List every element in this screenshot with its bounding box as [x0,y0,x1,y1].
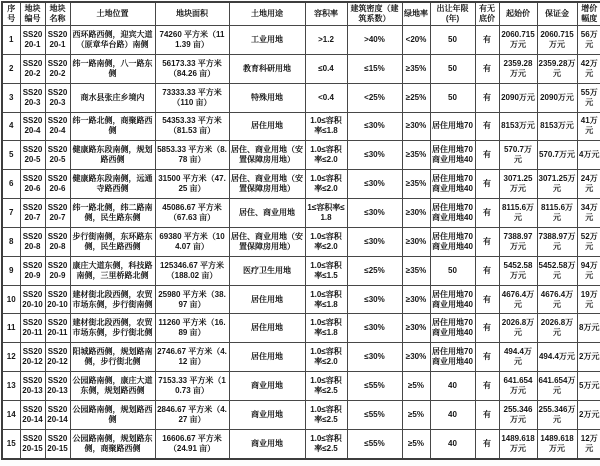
cell-tenure-years: 居住用地70 商业用地40 [430,343,475,372]
col-header-deposit: 保证金 [537,2,577,26]
cell-deposit: 3071.25万元 [537,170,577,199]
cell-plot-ratio: 1.0≤容积率≤2.5 [305,372,347,401]
cell-increment: 94万元 [577,256,600,285]
col-header-land-use: 土地用途 [229,2,305,26]
cell-start-price: 2090万元 [499,83,537,112]
cell-parcel-no: SS2020-1 [20,26,45,55]
table-row [2,227,600,256]
cell-building-density: ≤25% [347,256,402,285]
cell-floor-price: 有 [475,54,499,83]
cell-area: 69380 平方米（104.07 亩） [155,227,229,256]
cell-increment: 56万元 [577,26,600,55]
cell-parcel-name: SS2020-13 [45,372,70,401]
cell-plot-ratio: >1.2 [305,26,347,55]
cell-floor-price: 有 [475,170,499,199]
cell-parcel-no: SS2020-12 [20,343,45,372]
cell-parcel-name: SS2020-5 [45,141,70,170]
cell-location: 健康路东段南侧，远通寺路西侧 [70,170,155,199]
cell-tenure-years: 50 [430,26,475,55]
table-row [2,112,600,141]
table-row [2,429,600,459]
cell-increment: 2万元 [577,400,600,429]
cell-location: 纬一路南侧，八一路东侧 [70,54,155,83]
cell-increment: 34万元 [577,199,600,228]
cell-floor-price: 有 [475,400,499,429]
cell-land-use: 居住用地 [229,285,305,314]
cell-increment: 2万元 [577,343,600,372]
cell-plot-ratio: 1.0≤容积率≤2.0 [305,343,347,372]
cell-seq: 15 [2,429,20,459]
cell-plot-ratio: 1.0≤容积率≤2.0 [305,227,347,256]
cell-plot-ratio: 1.0≤容积率≤2.0 [305,141,347,170]
cell-start-price: 2060.715万元 [499,26,537,55]
cell-start-price: 1489.618万元 [499,429,537,459]
cell-land-use: 医疗卫生用地 [229,256,305,285]
cell-tenure-years: 50 [430,256,475,285]
cell-location: 西环路西侧，迎宾大道（原章华台路）南侧 [70,26,155,55]
cell-parcel-name: SS2020-2 [45,54,70,83]
cell-start-price: 8153万元 [499,112,537,141]
cell-parcel-name: SS2020-11 [45,314,70,343]
col-header-tenure-years: 出让年限(年) [430,2,475,26]
cell-location: 公园路南侧，规划路西侧 [70,400,155,429]
cell-increment: 8万元 [577,314,600,343]
cell-green-rate: ≥30% [402,112,430,141]
cell-location: 健康路东段南侧，规划路西侧 [70,141,155,170]
cell-area: 74260 平方米（111.39 亩） [155,26,229,55]
cell-floor-price: 有 [475,112,499,141]
table-row [2,141,600,170]
cell-green-rate: ≥30% [402,199,430,228]
cell-seq: 6 [2,170,20,199]
cell-building-density: >40% [347,26,402,55]
cell-deposit: 255.346万元 [537,400,577,429]
cell-start-price: 255.346万元 [499,400,537,429]
cell-area: 25980 平方米（38.97 亩） [155,285,229,314]
cell-building-density: ≤30% [347,314,402,343]
cell-land-use: 商业用地 [229,400,305,429]
cell-location: 公园路南侧，规划路东侧，商聚路西侧 [70,429,155,459]
cell-start-price: 641.654万元 [499,372,537,401]
cell-deposit: 494.4万元 [537,343,577,372]
cell-floor-price: 有 [475,429,499,459]
cell-building-density: <25% [347,83,402,112]
cell-seq: 4 [2,112,20,141]
cell-parcel-no: SS2020-15 [20,429,45,459]
cell-tenure-years: 居住用地70 商业用地40 [430,314,475,343]
cell-parcel-name: SS2020-1 [45,26,70,55]
cell-start-price: 570.7万元 [499,141,537,170]
col-header-parcel-no: 地块编号 [20,2,45,26]
cell-land-use: 居住、商业用地（安置保障房用地） [229,170,305,199]
header-row [2,2,600,26]
cell-increment: 19万元 [577,285,600,314]
cell-floor-price: 有 [475,199,499,228]
table-row [2,400,600,429]
table-row [2,83,600,112]
cell-start-price: 4676.4万元 [499,285,537,314]
cell-area: 31500 平方米（47.25 亩） [155,170,229,199]
cell-seq: 3 [2,83,20,112]
cell-land-use: 工业用地 [229,26,305,55]
cell-area: 5853.33 平方米（8.78 亩） [155,141,229,170]
table-row [2,54,600,83]
cell-land-use: 居住用地 [229,343,305,372]
cell-increment: 24万元 [577,170,600,199]
cell-tenure-years: 居住用地70 商业用地40 [430,141,475,170]
cell-parcel-no: SS2020-8 [20,227,45,256]
cell-parcel-no: SS2020-11 [20,314,45,343]
cell-location: 公园路南侧，康庄大道东侧，规划路西侧 [70,372,155,401]
cell-increment: 5万元 [577,372,600,401]
cell-land-use: 特殊用地 [229,83,305,112]
cell-increment: 52万元 [577,227,600,256]
cell-area: 54353.33 平方米（81.53 亩） [155,112,229,141]
cell-floor-price: 有 [475,372,499,401]
cell-parcel-no: SS2020-5 [20,141,45,170]
cell-green-rate: ≥30% [402,314,430,343]
col-header-location: 土地位置 [70,2,155,26]
cell-green-rate: ≥35% [402,256,430,285]
cell-plot-ratio: ≤0.4 [305,54,347,83]
cell-start-price: 494.4万元 [499,343,537,372]
cell-tenure-years: 居住用地70 商业用地40 [430,285,475,314]
cell-start-price: 3071.25万元 [499,170,537,199]
cell-land-use: 居住、商业用地（安置保障房用地） [229,227,305,256]
cell-deposit: 2026.8万元 [537,314,577,343]
cell-area: 11260 平方米（16.89 亩） [155,314,229,343]
cell-floor-price: 有 [475,343,499,372]
cell-plot-ratio: 1.0≤容积率≤1.5 [305,256,347,285]
cell-seq: 11 [2,314,20,343]
cell-deposit: 8153万元 [537,112,577,141]
cell-area: 2746.67 平方米（4.12 亩） [155,343,229,372]
cell-green-rate: ≥35% [402,54,430,83]
cell-area: 45086.67 平方米（67.63 亩） [155,199,229,228]
cell-location: 步行街南侧，东环路东侧，民生路西侧 [70,227,155,256]
cell-location: 商水县张庄乡境内 [70,83,155,112]
cell-green-rate: <20% [402,26,430,55]
cell-start-price: 5452.58万元 [499,256,537,285]
cell-parcel-no: SS2020-4 [20,112,45,141]
cell-building-density: ≤30% [347,170,402,199]
cell-building-density: ≤15% [347,54,402,83]
table-row [2,285,600,314]
cell-increment: 42万元 [577,54,600,83]
cell-start-price: 8115.6万元 [499,199,537,228]
cell-parcel-no: SS2020-10 [20,285,45,314]
cell-area: 2846.67 平方米（4.27 亩） [155,400,229,429]
cell-start-price: 2026.8万元 [499,314,537,343]
cell-seq: 12 [2,343,20,372]
cell-plot-ratio: 1.0≤容积率≤1.8 [305,314,347,343]
cell-deposit: 2359.28万元 [537,54,577,83]
cell-increment: 55万元 [577,83,600,112]
cell-land-use: 教育科研用地 [229,54,305,83]
cell-parcel-no: SS2020-13 [20,372,45,401]
cell-area: 125346.67 平方米（188.02 亩） [155,256,229,285]
cell-parcel-no: SS2020-14 [20,400,45,429]
cell-seq: 7 [2,199,20,228]
table-row [2,26,600,55]
cell-plot-ratio: 1.0≤容积率≤2.0 [305,170,347,199]
cell-deposit: 570.7万元 [537,141,577,170]
table-row [2,199,600,228]
cell-floor-price: 有 [475,285,499,314]
col-header-plot-ratio: 容积率 [305,2,347,26]
cell-parcel-name: SS2020-14 [45,400,70,429]
cell-parcel-name: SS2020-8 [45,227,70,256]
cell-parcel-name: SS2020-9 [45,256,70,285]
cell-seq: 10 [2,285,20,314]
cell-green-rate: ≥30% [402,343,430,372]
cell-plot-ratio: 1.0≤容积率≤1.8 [305,285,347,314]
table-row [2,170,600,199]
cell-parcel-name: SS2020-6 [45,170,70,199]
cell-location: 建材街北段西侧，农贸市场东侧，步行街北侧 [70,314,155,343]
cell-deposit: 7388.97万元 [537,227,577,256]
cell-seq: 2 [2,54,20,83]
cell-building-density: ≤55% [347,372,402,401]
cell-seq: 13 [2,372,20,401]
col-header-parcel-name: 地块名称 [45,2,70,26]
cell-start-price: 2359.28万元 [499,54,537,83]
cell-building-density: ≤55% [347,429,402,459]
col-header-floor-price: 有无底价 [475,2,499,26]
cell-parcel-name: SS2020-15 [45,429,70,459]
cell-tenure-years: 居住用地70 商业用地40 [430,170,475,199]
table-body [2,26,600,460]
cell-deposit: 2060.715万元 [537,26,577,55]
table-row [2,372,600,401]
cell-plot-ratio: 1.0≤容积率≤1.8 [305,112,347,141]
cell-tenure-years: 50 [430,83,475,112]
cell-seq: 8 [2,227,20,256]
cell-location: 康庄大道东侧，科技路南侧，三里桥路北侧 [70,256,155,285]
cell-parcel-no: SS2020-9 [20,256,45,285]
cell-increment: 12万元 [577,429,600,459]
cell-deposit: 1489.618万元 [537,429,577,459]
table-row [2,256,600,285]
cell-area: 56173.33 平方米（84.26 亩） [155,54,229,83]
table-row [2,343,600,372]
cell-plot-ratio: 1.0≤容积率≤2.5 [305,429,347,459]
cell-green-rate: ≥5% [402,400,430,429]
cell-floor-price: 有 [475,26,499,55]
cell-building-density: ≤30% [347,227,402,256]
cell-plot-ratio: <0.4 [305,83,347,112]
cell-start-price: 7388.97万元 [499,227,537,256]
col-header-green-rate: 绿地率 [402,2,430,26]
cell-deposit: 8115.6万元 [537,199,577,228]
cell-location: 阳城路西侧，规划路南侧，步行街北侧 [70,343,155,372]
col-header-building-density: 建筑密度（建筑系数） [347,2,402,26]
cell-building-density: ≤55% [347,400,402,429]
cell-seq: 5 [2,141,20,170]
cell-increment: 4万元 [577,141,600,170]
col-header-area: 地块面积 [155,2,229,26]
cell-green-rate: ≥35% [402,170,430,199]
cell-tenure-years: 居住用地70 商业用地40 [430,199,475,228]
cell-tenure-years: 40 [430,400,475,429]
cell-parcel-no: SS2020-2 [20,54,45,83]
cell-seq: 9 [2,256,20,285]
land-parcel-table [1,1,600,460]
col-header-increment: 增价幅度 [577,2,600,26]
cell-tenure-years: 50 [430,54,475,83]
cell-building-density: ≤30% [347,112,402,141]
cell-building-density: ≤30% [347,199,402,228]
cell-parcel-name: SS2020-4 [45,112,70,141]
cell-parcel-name: SS2020-12 [45,343,70,372]
cell-seq: 14 [2,400,20,429]
cell-plot-ratio: 1≤容积率≤1.8 [305,199,347,228]
cell-land-use: 居住用地 [229,314,305,343]
cell-floor-price: 有 [475,256,499,285]
cell-parcel-no: SS2020-7 [20,199,45,228]
cell-location: 纬一路北侧，纬二路南侧，民生路东侧 [70,199,155,228]
cell-deposit: 2090万元 [537,83,577,112]
cell-deposit: 5452.58万元 [537,256,577,285]
cell-floor-price: 有 [475,227,499,256]
cell-parcel-no: SS2020-3 [20,83,45,112]
cell-deposit: 641.654万元 [537,372,577,401]
cell-location: 建材街北段西侧，农贸市场东侧，步行街南侧 [70,285,155,314]
cell-floor-price: 有 [475,83,499,112]
col-header-seq: 序号 [2,2,20,26]
cell-floor-price: 有 [475,141,499,170]
cell-green-rate: ≥5% [402,429,430,459]
cell-building-density: ≤30% [347,285,402,314]
cell-area: 16606.67 平方米（24.91 亩） [155,429,229,459]
cell-tenure-years: 居住用地70 [430,112,475,141]
cell-parcel-name: SS2020-7 [45,199,70,228]
cell-building-density: ≤30% [347,343,402,372]
cell-building-density: ≤30% [347,141,402,170]
table-row [2,314,600,343]
cell-green-rate: ≥35% [402,141,430,170]
cell-tenure-years: 40 [430,429,475,459]
cell-land-use: 居住、商业用地 [229,199,305,228]
cell-tenure-years: 40 [430,372,475,401]
cell-green-rate: ≥30% [402,227,430,256]
cell-parcel-name: SS2020-10 [45,285,70,314]
col-header-start-price: 起始价 [499,2,537,26]
cell-area: 73333.33 平方米（110 亩） [155,83,229,112]
cell-plot-ratio: 1.0≤容积率≤2.5 [305,400,347,429]
cell-land-use: 商业用地 [229,372,305,401]
cell-tenure-years: 居住用地70 商业用地40 [430,227,475,256]
cell-land-use: 商业用地 [229,429,305,459]
cell-green-rate: ≥30% [402,285,430,314]
cell-land-use: 居住、商业用地（安置保障房用地） [229,141,305,170]
cell-land-use: 居住用地 [229,112,305,141]
cell-parcel-name: SS2020-3 [45,83,70,112]
cell-floor-price: 有 [475,314,499,343]
cell-seq: 1 [2,26,20,55]
cell-location: 纬一路北侧，商聚路西侧 [70,112,155,141]
cell-green-rate: ≥25% [402,83,430,112]
cell-area: 7153.33 平方米（10.73 亩） [155,372,229,401]
cell-green-rate: ≥5% [402,372,430,401]
cell-increment: 41万元 [577,112,600,141]
cell-parcel-no: SS2020-6 [20,170,45,199]
cell-deposit: 4676.4万元 [537,285,577,314]
